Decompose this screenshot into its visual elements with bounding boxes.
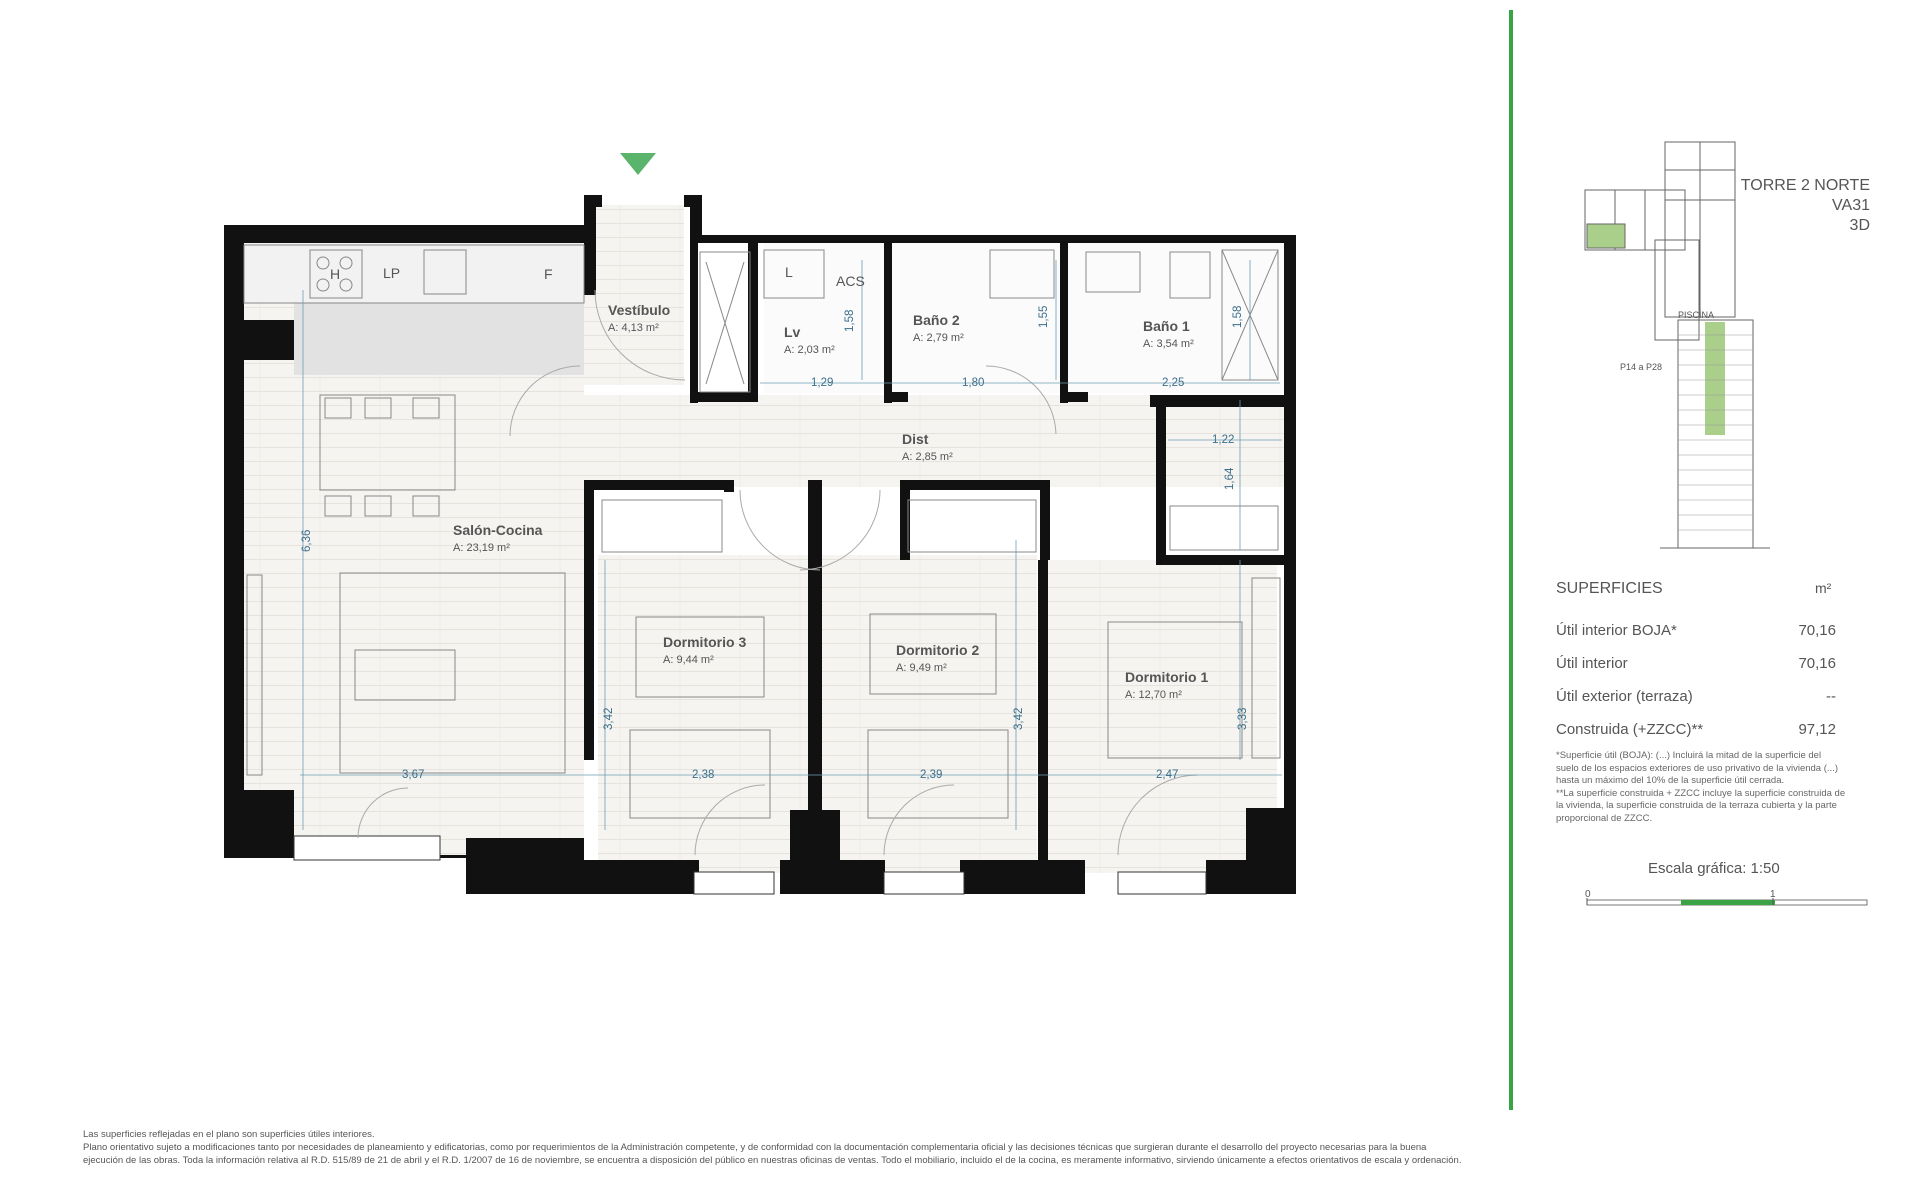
surface-label: Construida (+ZZCC)** — [1556, 721, 1704, 738]
surfaces-unit: m² — [1815, 580, 1832, 596]
room-salon-area: A: 23,19 m² — [453, 542, 510, 554]
room-dorm2-name: Dormitorio 2 — [896, 642, 980, 658]
unit-type: 3D — [1849, 217, 1870, 234]
room-dist-area: A: 2,85 m² — [902, 451, 953, 463]
dim-label: 1,58 — [1232, 305, 1244, 328]
surface-note: *Superficie útil (BOJA): (...) Incluirá la mitad de la superficie del suelo de los espacios exteriores de uso privativo de la vivienda (...) hasta un máximo del 10% de la superficie útil cerrada. — [1556, 750, 1838, 786]
scale-segment — [1681, 900, 1775, 905]
surface-label: Útil interior BOJA* — [1556, 622, 1677, 639]
fixture-f-label: F — [544, 266, 553, 282]
surface-value: 70,16 — [1798, 622, 1836, 639]
dim-label: 3,42 — [603, 707, 615, 730]
surface-label: Útil exterior (terraza) — [1556, 688, 1693, 705]
room-salon-name: Salón-Cocina — [453, 522, 543, 538]
room-bano1-name: Baño 1 — [1143, 318, 1190, 334]
surface-value: 97,12 — [1798, 721, 1836, 738]
room-vestibulo-area: A: 4,13 m² — [608, 322, 659, 334]
room-dorm3-area: A: 9,44 m² — [663, 654, 714, 666]
scale-one: 1 — [1770, 889, 1776, 900]
unit-info — [1670, 176, 1870, 236]
room-lv-name: Lv — [784, 324, 801, 340]
room-bano1-area: A: 3,54 m² — [1143, 338, 1194, 350]
pool-label: PISCINA — [1678, 310, 1715, 320]
room-lv-area: A: 2,03 m² — [784, 344, 835, 356]
entrance-arrow-icon — [620, 153, 656, 175]
footer-line: Plano orientativo sujeto a modificaciones tanto por necesidades de planeamiento y edificatorias, como por requerimientos de la Administración competente, y de conformidad con la documentación complementaria oficial y las decisiones técnicas que surgieran durante el desarrollo del proyecto necesarias para la buena ejecución de las obras. Toda la información relativa al R.D. 515/89 de 21 de abril y el R.D. 1/2007 de 16 de noviembre, se encuentra a disposición del público en nuestras oficinas de ventas. Todo el mobiliario, incluido el de la cocina, es meramente informativo, sirviendo únicamente a efectos orientativos de escala y ordenación. — [83, 1142, 1462, 1166]
fixture-lp-label: LP — [383, 265, 401, 281]
fixture-h-label: H — [330, 266, 341, 282]
dim-label: 1,64 — [1224, 467, 1236, 490]
dim-label: 3,33 — [1237, 707, 1249, 730]
surface-note: **La superficie construida + ZZCC incluye la superficie construida de la vivienda, la superficie construida de la terraza cubierta y la parte proporcional de ZZCC. — [1556, 787, 1846, 824]
dim-label: 3,67 — [402, 769, 425, 781]
dim-label: 2,25 — [1162, 377, 1185, 389]
surface-row — [1556, 688, 1836, 705]
unit-code: VA31 — [1832, 197, 1870, 214]
surface-notes — [1556, 750, 1846, 825]
dim-label: 1,22 — [1212, 434, 1235, 446]
scale-zero: 0 — [1585, 889, 1591, 900]
floors-label: P14 a P28 — [1620, 362, 1663, 372]
dim-label: 2,47 — [1156, 769, 1179, 781]
footer-disclaimer — [83, 1128, 1463, 1167]
unit-highlight — [1587, 224, 1625, 248]
surface-value: -- — [1826, 688, 1836, 705]
dim-label: 3,42 — [1013, 707, 1025, 730]
room-bano2-name: Baño 2 — [913, 312, 960, 328]
surface-row — [1556, 622, 1836, 639]
room-bano2-area: A: 2,79 m² — [913, 332, 964, 344]
room-vestibulo-name: Vestíbulo — [608, 302, 671, 318]
surface-row — [1556, 721, 1836, 738]
dim-label: 1,58 — [844, 309, 856, 332]
scale-bar — [1585, 885, 1875, 915]
scale-title: Escala gráfica: 1:50 — [1648, 860, 1780, 877]
room-dorm2-area: A: 9,49 m² — [896, 662, 947, 674]
footer-line: Las superficies reflejadas en el plano son superficies útiles interiores. — [83, 1129, 375, 1140]
surface-label: Útil interior — [1556, 655, 1628, 672]
room-dist-name: Dist — [902, 431, 929, 447]
fixture-acs-label: ACS — [836, 273, 865, 289]
surfaces-title: SUPERFICIES — [1556, 580, 1663, 597]
room-dorm1-area: A: 12,70 m² — [1125, 689, 1182, 701]
fixture-l-label: L — [785, 264, 793, 280]
section-divider — [1509, 10, 1513, 1110]
dim-label: 6,36 — [301, 529, 313, 552]
dim-label: 2,39 — [920, 769, 943, 781]
room-dorm1-name: Dormitorio 1 — [1125, 669, 1209, 685]
floors-highlight — [1705, 322, 1725, 435]
dim-label: 2,38 — [692, 769, 715, 781]
dim-label: 1,80 — [962, 377, 985, 389]
tower-label: TORRE 2 NORTE — [1740, 177, 1870, 194]
dim-label: 1,29 — [811, 377, 834, 389]
dim-label: 1,55 — [1038, 305, 1050, 328]
room-dorm3-name: Dormitorio 3 — [663, 634, 747, 650]
surface-row — [1556, 655, 1836, 672]
surface-value: 70,16 — [1798, 655, 1836, 672]
